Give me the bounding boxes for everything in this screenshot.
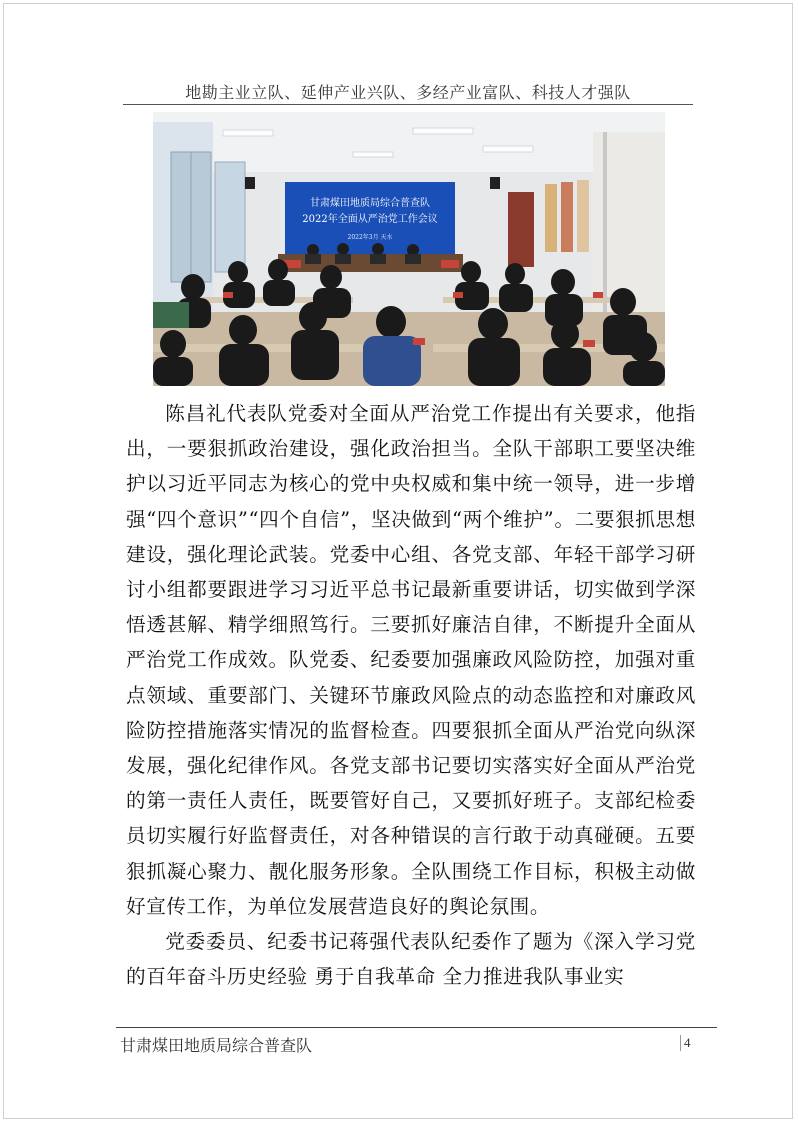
footer-divider [116, 1027, 717, 1028]
page-number: 4 [680, 1035, 691, 1051]
banner-line2: 2022年全面从严治党工作会议 [302, 214, 438, 225]
header-divider [123, 104, 693, 105]
footer-organization: 甘肃煤田地质局综合普查队 [120, 1036, 313, 1055]
article-paragraph-2: 党委委员、纪委书记蒋强代表队纪委作了题为《深入学习党的百年奋斗历史经验 勇于自我革命 全力推进我队事业实 [126, 930, 696, 989]
article-body [126, 396, 696, 994]
banner-line1: 甘肃煤田地质局综合普查队 [310, 198, 430, 209]
meeting-photo [153, 112, 665, 386]
banner-line3: 2022年3月 天水 [347, 234, 393, 241]
header-slogan: 地勘主业立队、延伸产业兴队、多经产业富队、科技人才强队 [185, 83, 631, 102]
article-paragraph-1: 陈昌礼代表队党委对全面从严治党工作提出有关要求，他指出，一要狠抓政治建设，强化政治担当。全队干部职工要坚决维护以习近平同志为核心的党中央权威和集中统一领导，进一步增强“四个意识”“四个自信”，坚决做到“两个维护”。二要狠抓思想建设，强化理论武装。党委中心组、各党支部、年轻干部学习研讨小组都要跟进学习习近平总书记最新重要讲话，切实做到学深悟透甚解、精学细照笃行。三要抓好廉洁自律，不断提升全面从严治党工作成效。队党委、纪委要加强廉政风险防控，加强对重点领域、重要部门、关键环节廉政风险点的动态监控和对廉政风险防控措施落实情况的监督检查。四要狠抓全面从严治党向纵深发展，强化纪律作风。各党支部书记要切实落实好全面从严治党的第一责任人责任，既要管好自己，又要抓好班子。支部纪检委员切实履行好监督责任，对各种错误的言行敢于动真碰硬。五要狠抓凝心聚力、靓化服务形象。全队围绕工作目标，积极主动做好宣传工作，为单位发展营造良好的舆论氛围。 [126, 402, 696, 918]
